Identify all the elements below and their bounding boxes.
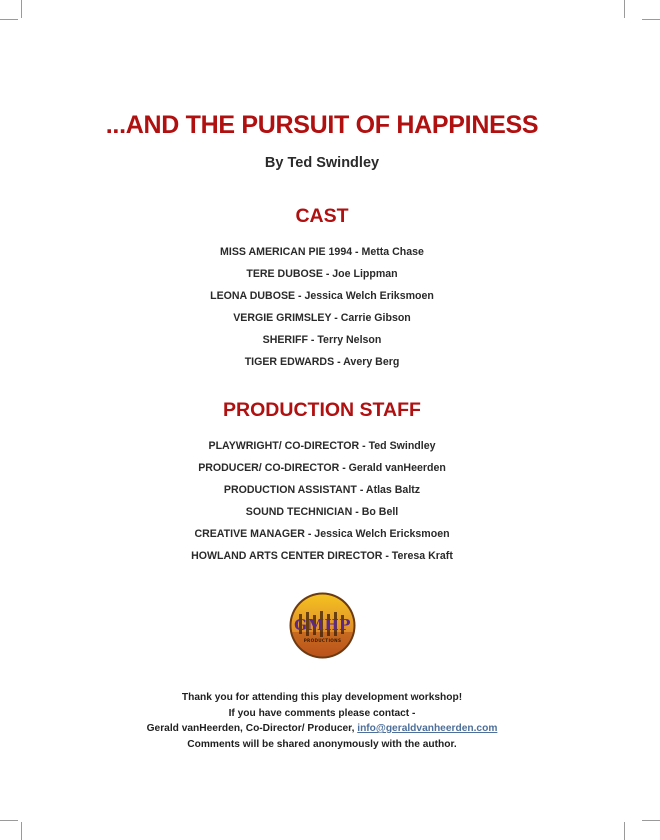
staff-list	[0, 435, 644, 567]
cast-list-item: LEONA DUBOSE - Jessica Welch Eriksmoen	[210, 290, 434, 302]
staff-list-item: SOUND TECHNICIAN - Bo Bell	[245, 506, 399, 518]
footer-message	[0, 690, 644, 752]
cast-list-item: TIGER EDWARDS - Avery Berg	[244, 356, 400, 368]
author-byline: By Ted Swindley	[264, 155, 380, 171]
footer-thanks: Thank you for attending this play development workshop!	[181, 692, 463, 703]
crop-mark-top-right-h	[642, 19, 660, 20]
staff-list-item: HOWLAND ARTS CENTER DIRECTOR - Teresa Kraft	[191, 550, 453, 562]
crop-mark-top-left	[21, 0, 22, 18]
play-title: ...AND THE PURSUIT OF HAPPINESS	[105, 111, 539, 139]
crop-mark-bottom-right-h	[642, 820, 660, 821]
footer-contact-prompt: If you have comments please contact -	[228, 707, 416, 719]
footer-anonymity-note: Comments will be shared anonymously with the author.	[187, 738, 457, 750]
crop-mark-top-right	[624, 0, 625, 18]
logo-lettering: GMHP	[294, 616, 351, 634]
theater-logo-icon	[289, 592, 356, 659]
cast-list-item: TERE DUBOSE - Joe Lippman	[246, 268, 398, 280]
staff-list-item: PRODUCER/ CO-DIRECTOR - Gerald vanHeerden	[198, 462, 446, 474]
crop-mark-bottom-left	[21, 822, 22, 840]
cast-list-item: VERGIE GRIMSLEY - Carrie Gibson	[233, 312, 411, 324]
staff-list-item: PLAYWRIGHT/ CO-DIRECTOR - Ted Swindley	[208, 440, 436, 452]
cast-list-item: MISS AMERICAN PIE 1994 - Metta Chase	[220, 246, 424, 258]
cast-list-item: SHERIFF - Terry Nelson	[262, 334, 382, 346]
crop-mark-bottom-right	[624, 822, 625, 840]
crop-mark-bottom-left-h	[0, 820, 18, 821]
crop-mark-top-left-h	[0, 19, 18, 20]
footer-contact-line	[0, 721, 644, 737]
staff-list-item: CREATIVE MANAGER - Jessica Welch Ericksmoen	[194, 528, 450, 540]
logo-subtext: PRODUCTIONS	[303, 638, 342, 643]
production-staff-heading: PRODUCTION STAFF	[223, 399, 421, 421]
contact-email-link[interactable]: info@geraldvanheerden.com	[357, 723, 498, 734]
footer-contact-name: Gerald vanHeerden, Co-Director/ Producer,	[146, 723, 358, 734]
staff-list-item: PRODUCTION ASSISTANT - Atlas Baltz	[223, 484, 421, 496]
cast-heading: CAST	[295, 205, 349, 227]
cast-list	[0, 241, 644, 373]
